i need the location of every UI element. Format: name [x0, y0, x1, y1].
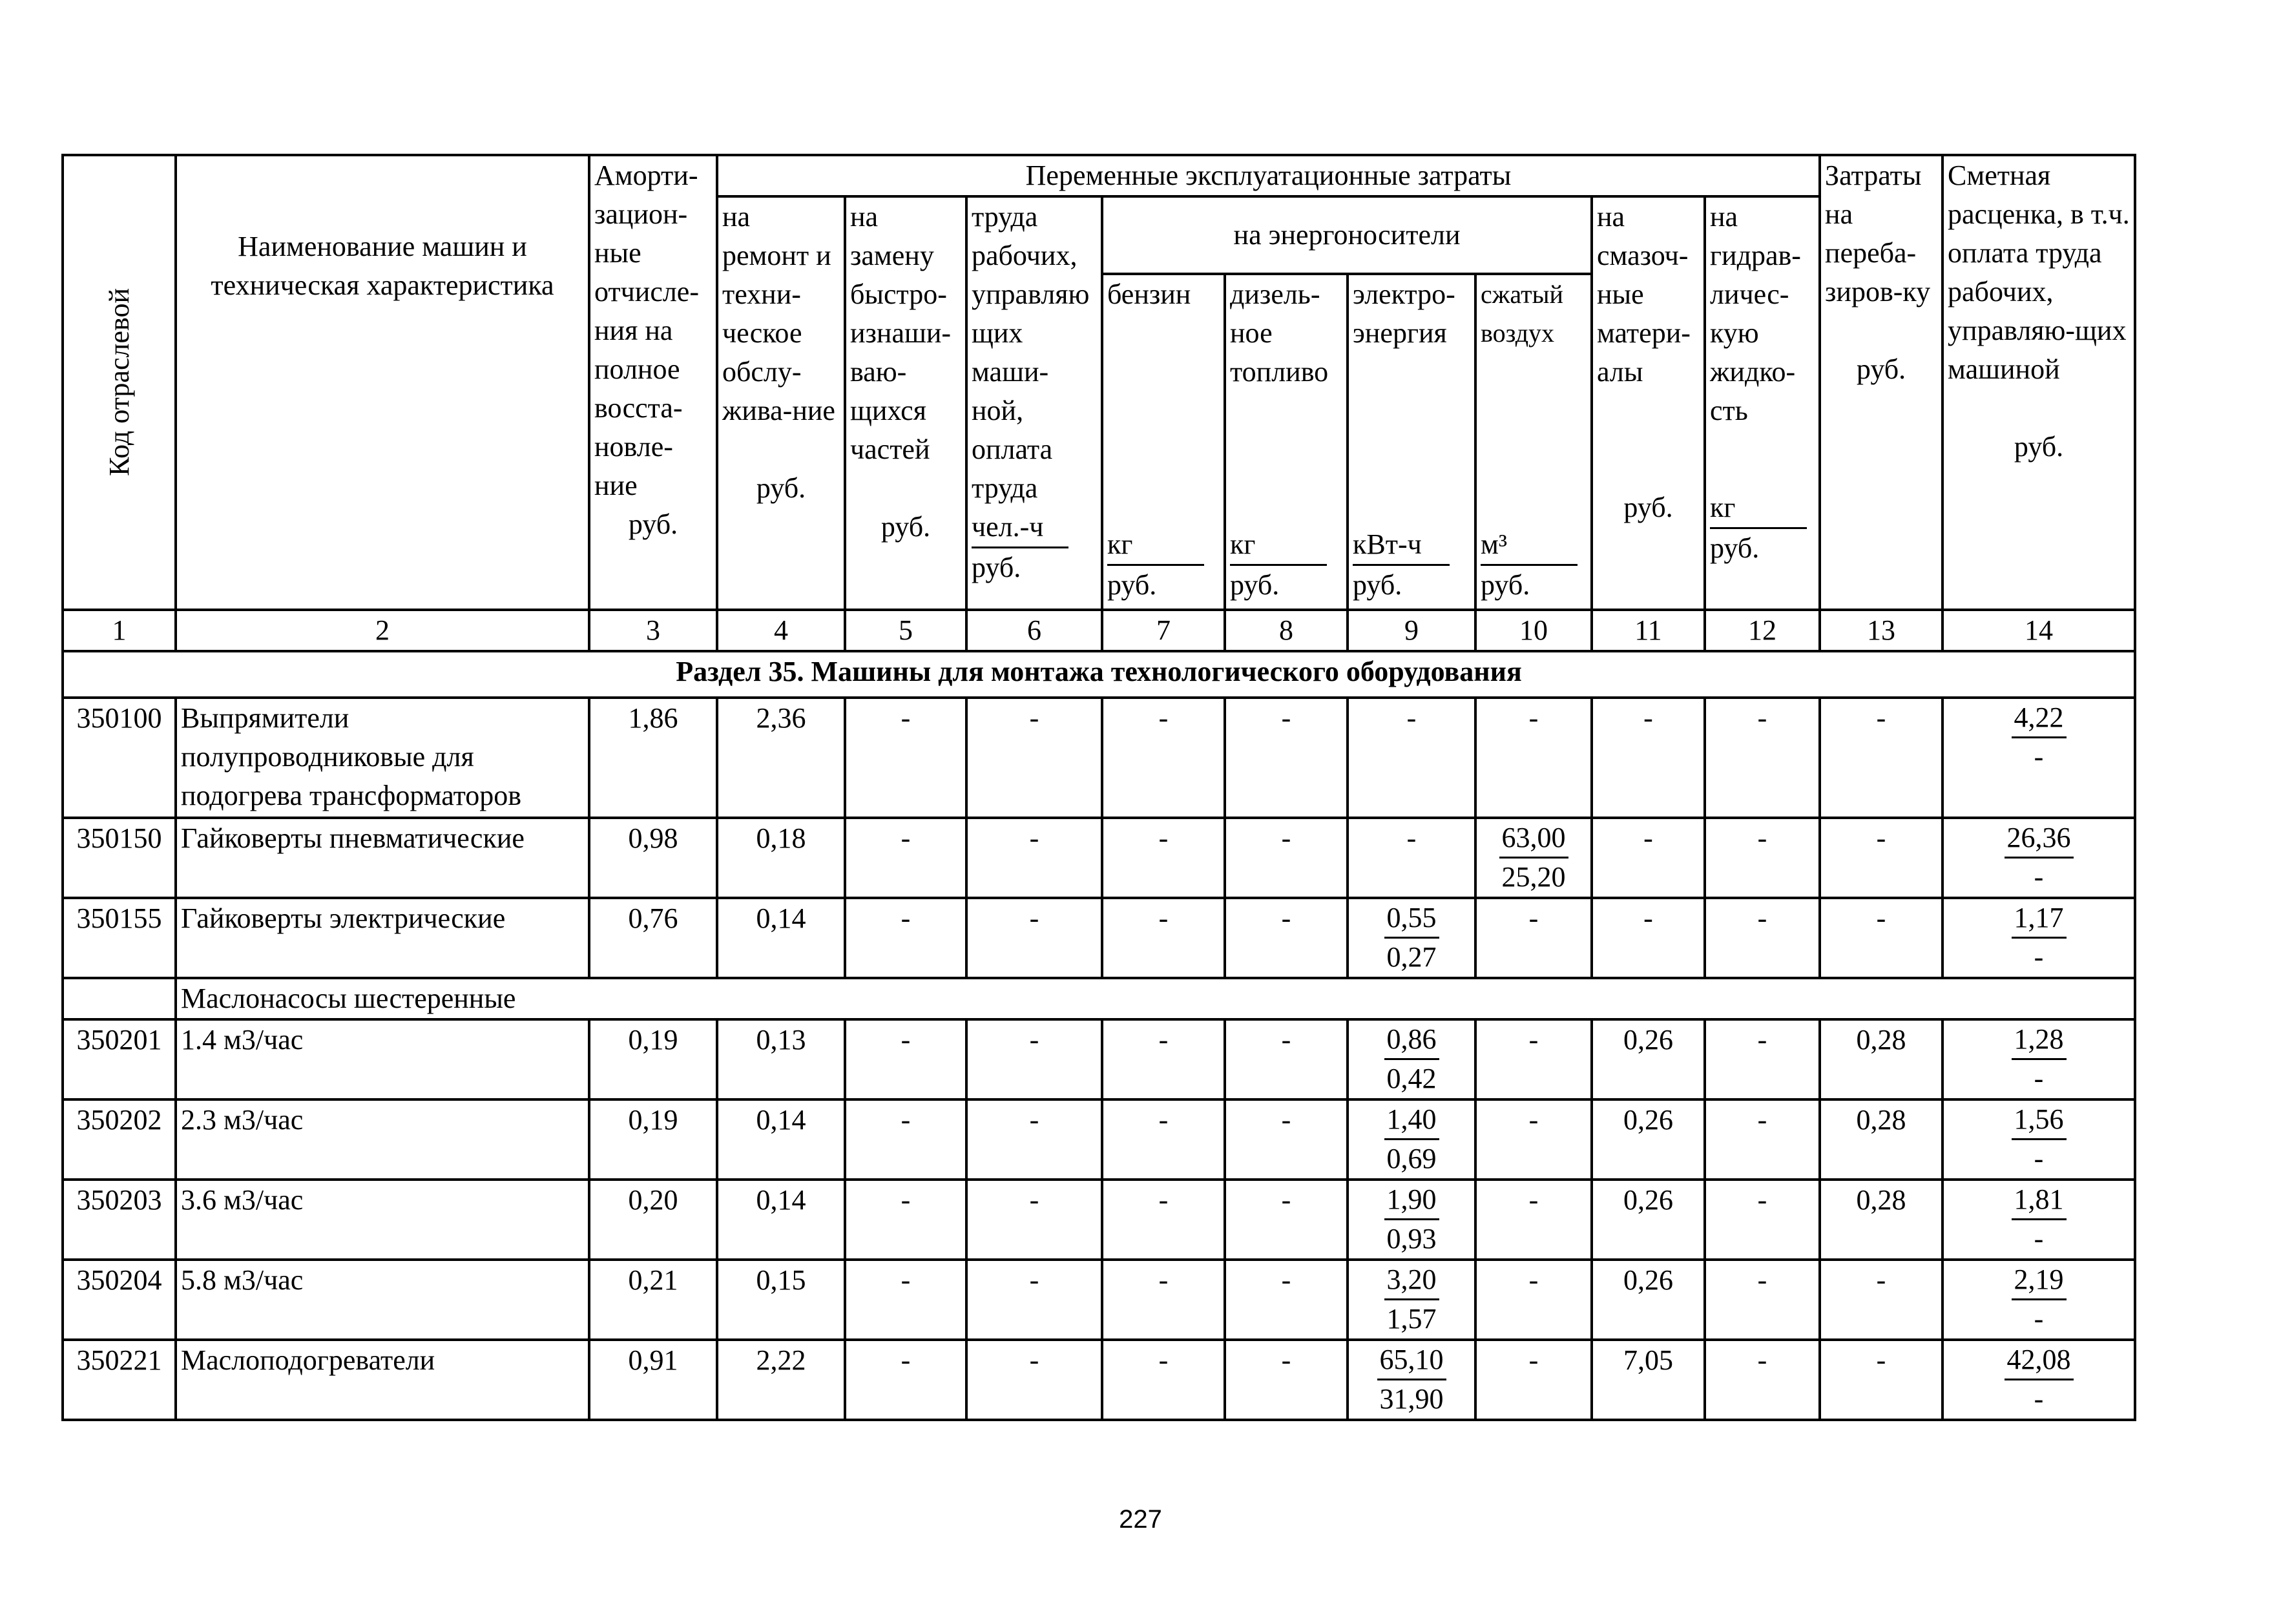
fraction-top: 65,10 [1377, 1341, 1446, 1380]
value-cell: - [1705, 698, 1820, 818]
header-lubricants: на смазоч-ные матери-алы руб. [1592, 196, 1705, 610]
estimate-labor: - [2034, 1303, 2044, 1335]
colnum: 9 [1348, 610, 1475, 651]
estimate-cell [1942, 818, 2135, 898]
fraction-value [1384, 899, 1439, 976]
estimate-total: 2,19 [2012, 1261, 2067, 1300]
value-cell: 0,19 [589, 1019, 717, 1099]
value-cell: 0,26 [1592, 1180, 1705, 1260]
value-cell: - [1820, 898, 1942, 978]
value-cell: - [1225, 818, 1348, 898]
value-fraction-cell [1348, 1019, 1475, 1099]
value-cell: - [1102, 698, 1225, 818]
row-name: 3.6 м3/час [176, 1180, 589, 1260]
estimate-fraction [2012, 899, 2067, 976]
table-row [63, 1099, 2135, 1180]
value-cell: 0,21 [589, 1260, 717, 1340]
header-compressed-air: сжатый воздух м³ руб. [1475, 274, 1592, 610]
value-cell: - [1705, 1019, 1820, 1099]
header-repair: на ремонт и техни-ческое обслу-жива-ние руб. [717, 196, 845, 610]
estimate-fraction [2012, 1021, 2067, 1098]
colnum: 4 [717, 610, 845, 651]
table-row [63, 1260, 2135, 1340]
value-cell: - [845, 1180, 966, 1260]
fraction-bottom: 0,69 [1386, 1143, 1437, 1174]
value-fraction-cell [1348, 898, 1475, 978]
colnum: 2 [176, 610, 589, 651]
value-fraction-cell [1348, 1340, 1475, 1420]
colnum: 7 [1102, 610, 1225, 651]
value-cell: - [1705, 1099, 1820, 1180]
estimate-total: 1,28 [2012, 1021, 2067, 1060]
estimate-labor: - [2034, 741, 2044, 773]
value-fraction-cell [1348, 1099, 1475, 1180]
value-cell: 0,28 [1820, 1180, 1942, 1260]
value-cell: 0,14 [717, 1099, 845, 1180]
row-code: 350100 [63, 698, 176, 818]
header-petrol: бензин кг руб. [1102, 274, 1225, 610]
empty-cell [63, 978, 176, 1019]
value-cell: - [845, 1260, 966, 1340]
header-variable-costs: Переменные эксплуатационные затраты [717, 155, 1820, 196]
estimate-total: 1,81 [2012, 1181, 2067, 1220]
machine-rates-table [61, 154, 2136, 699]
group-label: Маслонасосы шестеренные [176, 978, 2135, 1019]
colnum: 12 [1705, 610, 1820, 651]
table-row [63, 698, 2135, 818]
value-cell: 0,15 [717, 1260, 845, 1340]
value-cell: - [1475, 1260, 1592, 1340]
value-fraction-cell [1475, 818, 1592, 898]
header-row-1 [63, 155, 2135, 196]
value-cell: 0,26 [1592, 1099, 1705, 1180]
colnum: 6 [966, 610, 1102, 651]
estimate-cell [1942, 1340, 2135, 1420]
value-cell: 0,14 [717, 1180, 845, 1260]
fraction-top: 1,40 [1384, 1101, 1439, 1140]
row-name: Выпрямители полупроводниковые для подогрева трансформаторов [176, 698, 589, 818]
value-cell: - [1705, 898, 1820, 978]
estimate-fraction [2005, 819, 2074, 896]
estimate-cell [1942, 1180, 2135, 1260]
estimate-cell [1942, 1019, 2135, 1099]
row-code: 350150 [63, 818, 176, 898]
table-row [63, 1180, 2135, 1260]
header-relocation: Затраты на переба-зиров-ку руб. [1820, 155, 1942, 610]
column-numbers-row [63, 610, 2135, 651]
value-cell: - [966, 1340, 1102, 1420]
group-label-row [63, 978, 2135, 1019]
fraction-bottom: 31,90 [1379, 1383, 1444, 1415]
value-cell: - [1592, 698, 1705, 818]
colnum: 1 [63, 610, 176, 651]
estimate-total: 1,17 [2012, 899, 2067, 939]
value-cell: - [1820, 698, 1942, 818]
value-cell: 0,13 [717, 1019, 845, 1099]
estimate-cell [1942, 1099, 2135, 1180]
value-cell: - [1705, 1180, 1820, 1260]
header-parts: на замену быстро-изнаши-ваю-щихся частей руб. [845, 196, 966, 610]
value-cell: 0,28 [1820, 1019, 1942, 1099]
estimate-total: 4,22 [2012, 699, 2067, 738]
fraction-bottom: 0,93 [1386, 1223, 1437, 1254]
estimate-labor: - [2034, 1063, 2044, 1094]
value-cell: - [1705, 1260, 1820, 1340]
value-cell: - [845, 898, 966, 978]
value-cell: - [1592, 898, 1705, 978]
value-cell: - [1102, 1340, 1225, 1420]
value-cell: - [1475, 1180, 1592, 1260]
value-cell: - [1820, 818, 1942, 898]
value-cell: 2,22 [717, 1340, 845, 1420]
value-cell: - [966, 698, 1102, 818]
value-cell: - [1225, 1260, 1348, 1340]
value-cell: 0,14 [717, 898, 845, 978]
fraction-top: 0,55 [1384, 899, 1439, 939]
row-code: 350155 [63, 898, 176, 978]
rates-table-wrapper [61, 154, 2134, 1421]
value-cell: - [1475, 898, 1592, 978]
header-labor: труда рабочих, управляю щих маши-ной, оплата труда чел.-ч руб. [966, 196, 1102, 610]
table-row [63, 898, 2135, 978]
estimate-labor: - [2034, 941, 2044, 973]
row-code: 350204 [63, 1260, 176, 1340]
row-code: 350221 [63, 1340, 176, 1420]
value-cell: - [1225, 898, 1348, 978]
value-cell: - [1348, 818, 1475, 898]
row-name: 2.3 м3/час [176, 1099, 589, 1180]
value-cell: - [1225, 1019, 1348, 1099]
value-cell: - [845, 818, 966, 898]
value-cell: - [1705, 1340, 1820, 1420]
colnum: 11 [1592, 610, 1705, 651]
section-title-row [63, 651, 2135, 698]
value-cell: 0,26 [1592, 1260, 1705, 1340]
value-cell: - [966, 1180, 1102, 1260]
estimate-labor: - [2034, 1143, 2044, 1174]
value-cell: - [1475, 698, 1592, 818]
row-name: 1.4 м3/час [176, 1019, 589, 1099]
header-depreciation: Аморти-зацион-ные отчисле-ния на полное восста-новле-ние руб. [589, 155, 717, 610]
page-number: 227 [1119, 1505, 1162, 1534]
row-name: Маслоподогреватели [176, 1340, 589, 1420]
value-cell: - [1475, 1340, 1592, 1420]
value-cell: - [1225, 1099, 1348, 1180]
value-cell: 1,86 [589, 698, 717, 818]
estimate-cell [1942, 898, 2135, 978]
value-cell: - [1820, 1340, 1942, 1420]
fraction-top: 63,00 [1499, 819, 1568, 859]
row-name: Гайковерты пневматические [176, 818, 589, 898]
fraction-value [1384, 1101, 1439, 1178]
value-cell: - [966, 1099, 1102, 1180]
estimate-total: 1,56 [2012, 1101, 2067, 1140]
estimate-fraction [2012, 1181, 2067, 1258]
fraction-top: 3,20 [1384, 1261, 1439, 1300]
row-name: 5.8 м3/час [176, 1260, 589, 1340]
fraction-value [1384, 1261, 1439, 1338]
table-row [63, 1019, 2135, 1099]
colnum: 8 [1225, 610, 1348, 651]
value-cell: - [1102, 898, 1225, 978]
value-cell: 0,91 [589, 1340, 717, 1420]
value-cell: - [966, 818, 1102, 898]
value-cell: 0,18 [717, 818, 845, 898]
value-cell: - [845, 698, 966, 818]
colnum: 14 [1942, 610, 2135, 651]
value-cell: 0,28 [1820, 1099, 1942, 1180]
value-cell: - [1592, 818, 1705, 898]
estimate-fraction [2012, 1261, 2067, 1338]
value-cell: - [1102, 1099, 1225, 1180]
value-cell: - [1102, 818, 1225, 898]
value-cell: 0,26 [1592, 1019, 1705, 1099]
header-diesel: дизель-ное топливо кг руб. [1225, 274, 1348, 610]
value-cell: - [1102, 1019, 1225, 1099]
value-cell: - [1225, 1180, 1348, 1260]
header-estimate: Сметная расценка, в т.ч. оплата труда рабочих, управляю-щих машиной руб. [1942, 155, 2135, 610]
fraction-bottom: 1,57 [1386, 1303, 1437, 1335]
value-fraction-cell [1348, 1180, 1475, 1260]
header-electricity: электро-энергия кВт-ч руб. [1348, 274, 1475, 610]
header-code: Код отраслевой [63, 155, 176, 610]
row-code: 350203 [63, 1180, 176, 1260]
value-cell: - [845, 1019, 966, 1099]
fraction-bottom: 25,20 [1501, 861, 1566, 893]
fraction-value [1384, 1021, 1439, 1098]
colnum: 3 [589, 610, 717, 651]
row-code: 350202 [63, 1099, 176, 1180]
header-energy: на энергоносители [1102, 196, 1592, 274]
value-cell: 7,05 [1592, 1340, 1705, 1420]
section-title: Раздел 35. Машины для монтажа технологического оборудования [63, 651, 2135, 698]
header-name: Наименование машин и техническая характеристика [176, 155, 589, 610]
colnum: 13 [1820, 610, 1942, 651]
estimate-labor: - [2034, 861, 2044, 893]
value-cell: - [1102, 1260, 1225, 1340]
value-cell: - [966, 1260, 1102, 1340]
colnum: 10 [1475, 610, 1592, 651]
row-code: 350201 [63, 1019, 176, 1099]
header-hydraulic: на гидрав-личес-кую жидко-сть кг руб. [1705, 196, 1820, 610]
estimate-fraction [2012, 1101, 2067, 1178]
rates-body-table [61, 696, 2136, 1421]
value-cell: 2,36 [717, 698, 845, 818]
fraction-bottom: 0,42 [1386, 1063, 1437, 1094]
value-cell: - [1705, 818, 1820, 898]
fraction-value [1384, 1181, 1439, 1258]
colnum: 5 [845, 610, 966, 651]
value-cell: 0,20 [589, 1180, 717, 1260]
estimate-labor: - [2034, 1383, 2044, 1415]
estimate-total: 26,36 [2005, 819, 2074, 859]
value-cell: - [845, 1340, 966, 1420]
fraction-top: 1,90 [1384, 1181, 1439, 1220]
value-cell: - [1820, 1260, 1942, 1340]
estimate-total: 42,08 [2005, 1341, 2074, 1380]
value-cell: - [1225, 698, 1348, 818]
table-row [63, 818, 2135, 898]
value-cell: - [1475, 1099, 1592, 1180]
estimate-cell [1942, 1260, 2135, 1340]
fraction-top: 0,86 [1384, 1021, 1439, 1060]
value-cell: - [1475, 1019, 1592, 1099]
estimate-fraction [2012, 699, 2067, 776]
estimate-labor: - [2034, 1223, 2044, 1254]
value-cell: - [845, 1099, 966, 1180]
fraction-value [1377, 1341, 1446, 1418]
value-cell: - [1225, 1340, 1348, 1420]
table-row [63, 1340, 2135, 1420]
value-cell: - [966, 1019, 1102, 1099]
value-cell: - [1348, 698, 1475, 818]
value-cell: 0,76 [589, 898, 717, 978]
row-name: Гайковерты электрические [176, 898, 589, 978]
value-cell: 0,19 [589, 1099, 717, 1180]
fraction-bottom: 0,27 [1386, 941, 1437, 973]
value-cell: 0,98 [589, 818, 717, 898]
estimate-fraction [2005, 1341, 2074, 1418]
estimate-cell [1942, 698, 2135, 818]
value-cell: - [966, 898, 1102, 978]
fraction-value [1499, 819, 1568, 896]
value-cell: - [1102, 1180, 1225, 1260]
value-fraction-cell [1348, 1260, 1475, 1340]
